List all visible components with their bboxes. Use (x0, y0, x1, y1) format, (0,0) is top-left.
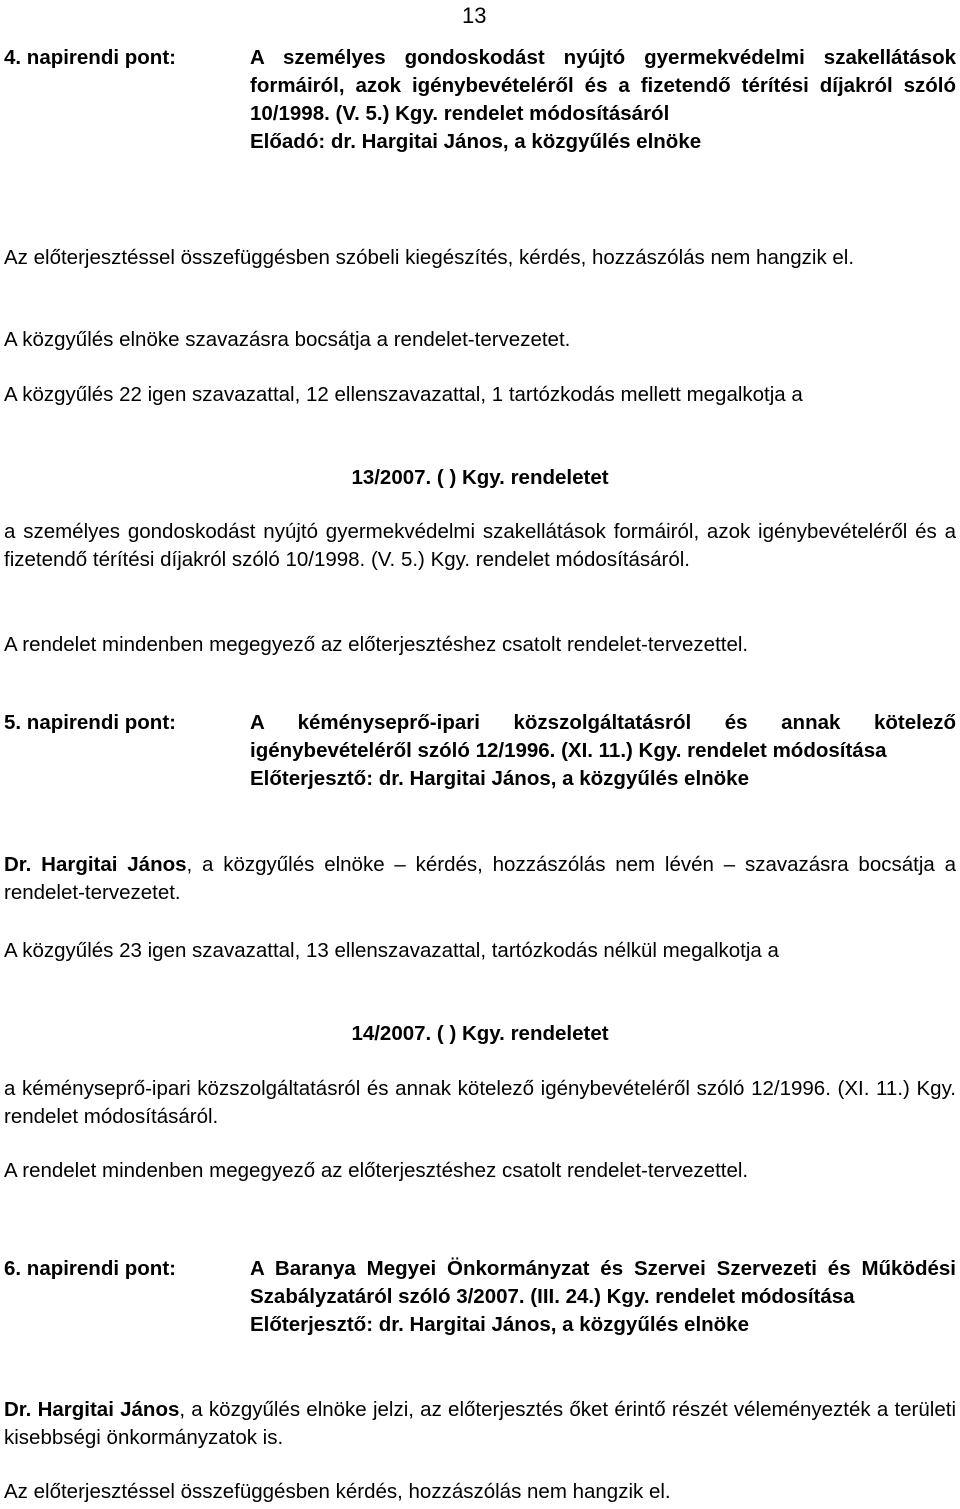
paragraph: a személyes gondoskodást nyújtó gyermekvédelmi szakellátások formáiról, azok igénybevételéről és a fizetendő térítési díjakról szóló 10/1998. (V. 5.) Kgy. rendelet módosításáról. (4, 520, 956, 571)
agenda-item-4 (4, 44, 956, 156)
paragraph: Az előterjesztéssel összefüggésben szóbeli kiegészítés, kérdés, hozzászólás nem hangzik el. (4, 246, 855, 269)
paragraph: A közgyűlés elnöke szavazásra bocsátja a rendelet-tervezetet. (4, 328, 571, 351)
speaker-name: Dr. Hargitai János (4, 1398, 180, 1421)
agenda-item-presenter: Előadó: dr. Hargitai János, a közgyűlés elnöke (250, 130, 702, 153)
paragraph: Az előterjesztéssel összefüggésben kérdés, hozzászólás nem hangzik el. (4, 1480, 671, 1503)
paragraph: a kéményseprő-ipari közszolgáltatásról és annak kötelező igénybevételéről szóló 12/1996. (XI. 11.) Kgy. rendelet módosításáról. (4, 1077, 956, 1128)
speaker-name: Dr. Hargitai János (4, 853, 187, 876)
agenda-item-label: 5. napirendi pont: (4, 711, 176, 734)
decree-number: 13/2007. ( ) Kgy. rendeletet (351, 466, 609, 489)
agenda-item-title: A Baranya Megyei Önkormányzat és Szervei Szervezeti és Működési Szabályzatáról szóló 3/2007. (III. 24.) Kgy. rendelet módosítása (250, 1257, 956, 1308)
agenda-item-title: A személyes gondoskodást nyújtó gyermekvédelmi szakellátások formáiról, azok igénybevételéről és a fizetendő térítési díjakról szóló 10/1998. (V. 5.) Kgy. rendelet módosításáról (250, 46, 956, 125)
page-number: 13 (462, 3, 487, 28)
agenda-item-presenter: Előterjesztő: dr. Hargitai János, a közgyűlés elnöke (250, 767, 749, 790)
decree-number: 14/2007. ( ) Kgy. rendeletet (351, 1022, 609, 1045)
agenda-item-5 (4, 709, 956, 793)
paragraph-text: , a közgyűlés elnöke jelzi, az előterjesztés őket érintő részét véleményezték a területi kisebbségi önkormányzatok is. (4, 1398, 956, 1449)
paragraph-text: , a közgyűlés elnöke – kérdés, hozzászólás nem lévén – szavazásra bocsátja a rendelet-tervezetet. (4, 853, 956, 904)
paragraph: A rendelet mindenben megegyező az előterjesztéshez csatolt rendelet-tervezettel. (4, 1159, 749, 1182)
paragraph (4, 1396, 956, 1452)
agenda-item-6 (4, 1255, 956, 1339)
paragraph (4, 851, 956, 907)
agenda-item-label: 6. napirendi pont: (4, 1257, 176, 1280)
agenda-item-title: A kéményseprő-ipari közszolgáltatásról és annak kötelező igénybevételéről szóló 12/1996. (XI. 11.) Kgy. rendelet módosítása (250, 711, 956, 762)
paragraph: A közgyűlés 22 igen szavazattal, 12 ellenszavazattal, 1 tartózkodás mellett megalkotja a (4, 383, 803, 406)
paragraph: A rendelet mindenben megegyező az előterjesztéshez csatolt rendelet-tervezettel. (4, 633, 749, 656)
agenda-item-label: 4. napirendi pont: (4, 46, 176, 69)
paragraph: A közgyűlés 23 igen szavazattal, 13 ellenszavazattal, tartózkodás nélkül megalkotja a (4, 939, 779, 962)
agenda-item-presenter: Előterjesztő: dr. Hargitai János, a közgyűlés elnöke (250, 1313, 749, 1336)
